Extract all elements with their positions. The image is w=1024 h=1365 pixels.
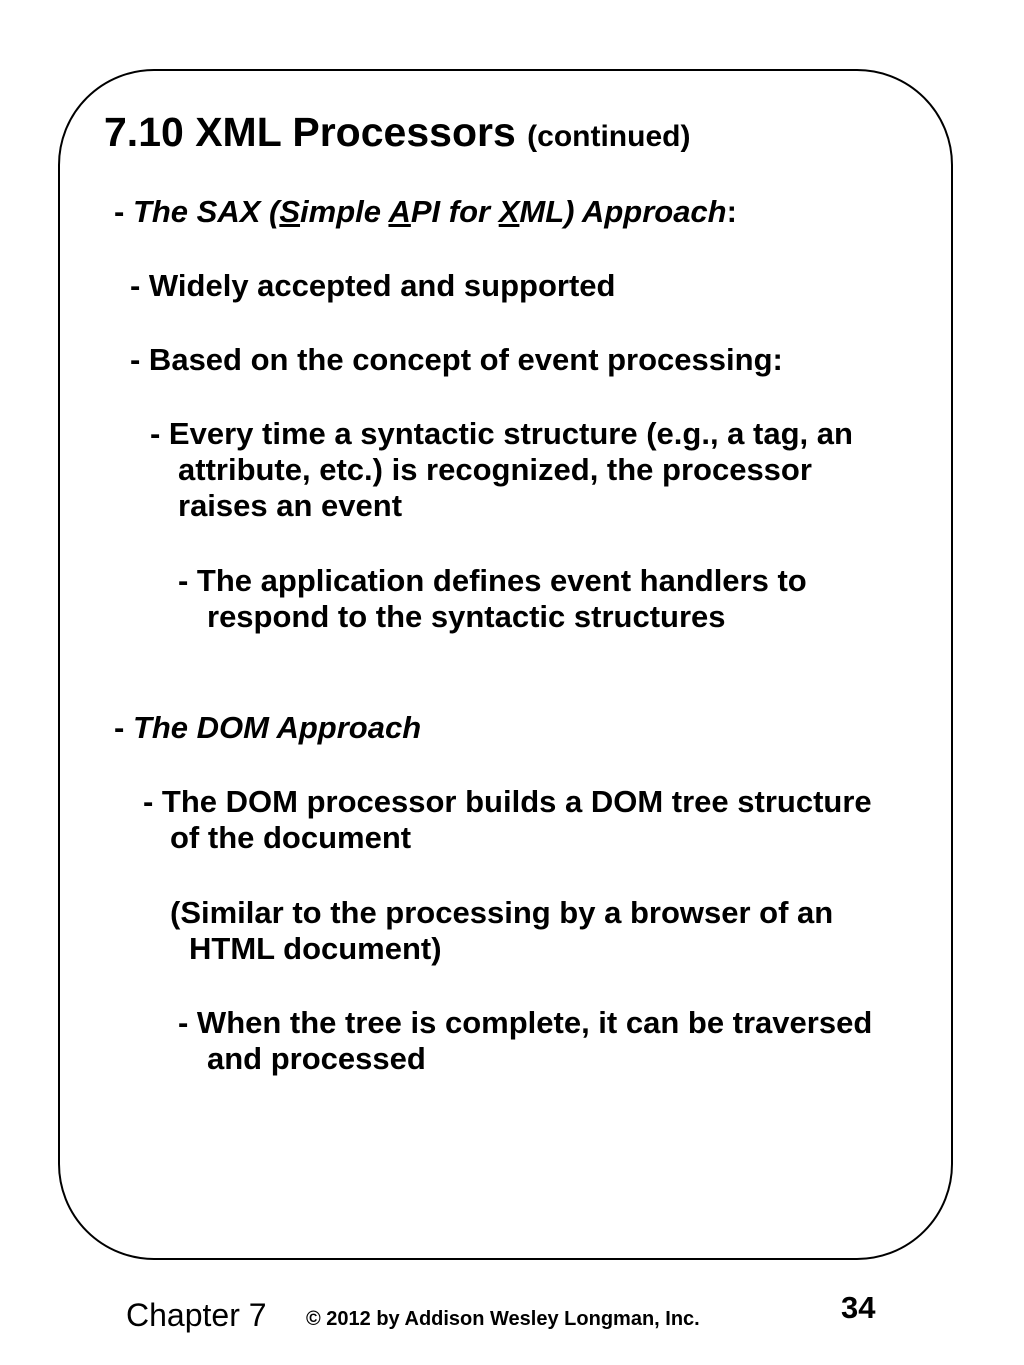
dom-point-2-line-1: - When the tree is complete, it can be traversed <box>178 1005 873 1040</box>
sax-heading-s: S <box>279 194 301 229</box>
slide-frame <box>58 69 953 1260</box>
slide-title <box>104 108 690 161</box>
sax-point-2: - Based on the concept of event processing: <box>130 342 783 377</box>
footer-chapter: Chapter 7 <box>126 1297 267 1333</box>
sax-colon: : <box>726 194 737 229</box>
dom-point-2-line-2: and processed <box>207 1041 426 1076</box>
footer-copyright: © 2012 by Addison Wesley Longman, Inc. <box>306 1308 700 1330</box>
title-text: 7.10 XML Processors <box>104 109 516 155</box>
sax-heading-x: X <box>498 194 520 229</box>
title-suffix: (continued) <box>527 120 691 153</box>
dom-dash: - <box>114 710 133 745</box>
sax-dash: - <box>114 194 133 229</box>
sax-sub-1-line-1: - Every time a syntactic structure (e.g., a tag, an <box>150 416 853 451</box>
sax-heading <box>114 194 737 230</box>
dom-note-line-1: (Similar to the processing by a browser of an <box>170 895 834 930</box>
dom-heading-text: The DOM Approach <box>132 710 422 745</box>
footer-page-number: 34 <box>841 1290 876 1325</box>
dom-point-1-line-2: of the document <box>170 820 412 855</box>
sax-point-1: - Widely accepted and supported <box>130 268 616 303</box>
sax-heading-a: A <box>388 194 411 229</box>
sax-heading-the: The SAX ( <box>132 194 280 229</box>
sax-heading-pi-for: PI for <box>410 194 499 229</box>
dom-heading <box>114 710 421 746</box>
sax-sub-2-line-2: respond to the syntactic structures <box>207 599 726 634</box>
sax-heading-ml-approach: ML) Approach <box>519 194 727 229</box>
sax-sub-2-line-1: - The application defines event handlers to <box>178 563 807 598</box>
dom-point-1-line-1: - The DOM processor builds a DOM tree structure <box>143 784 872 819</box>
dom-note-line-2: HTML document) <box>189 931 442 966</box>
sax-sub-1-line-3: raises an event <box>178 488 403 523</box>
sax-sub-1-line-2: attribute, etc.) is recognized, the processor <box>178 452 812 487</box>
sax-heading-imple: imple <box>300 194 389 229</box>
